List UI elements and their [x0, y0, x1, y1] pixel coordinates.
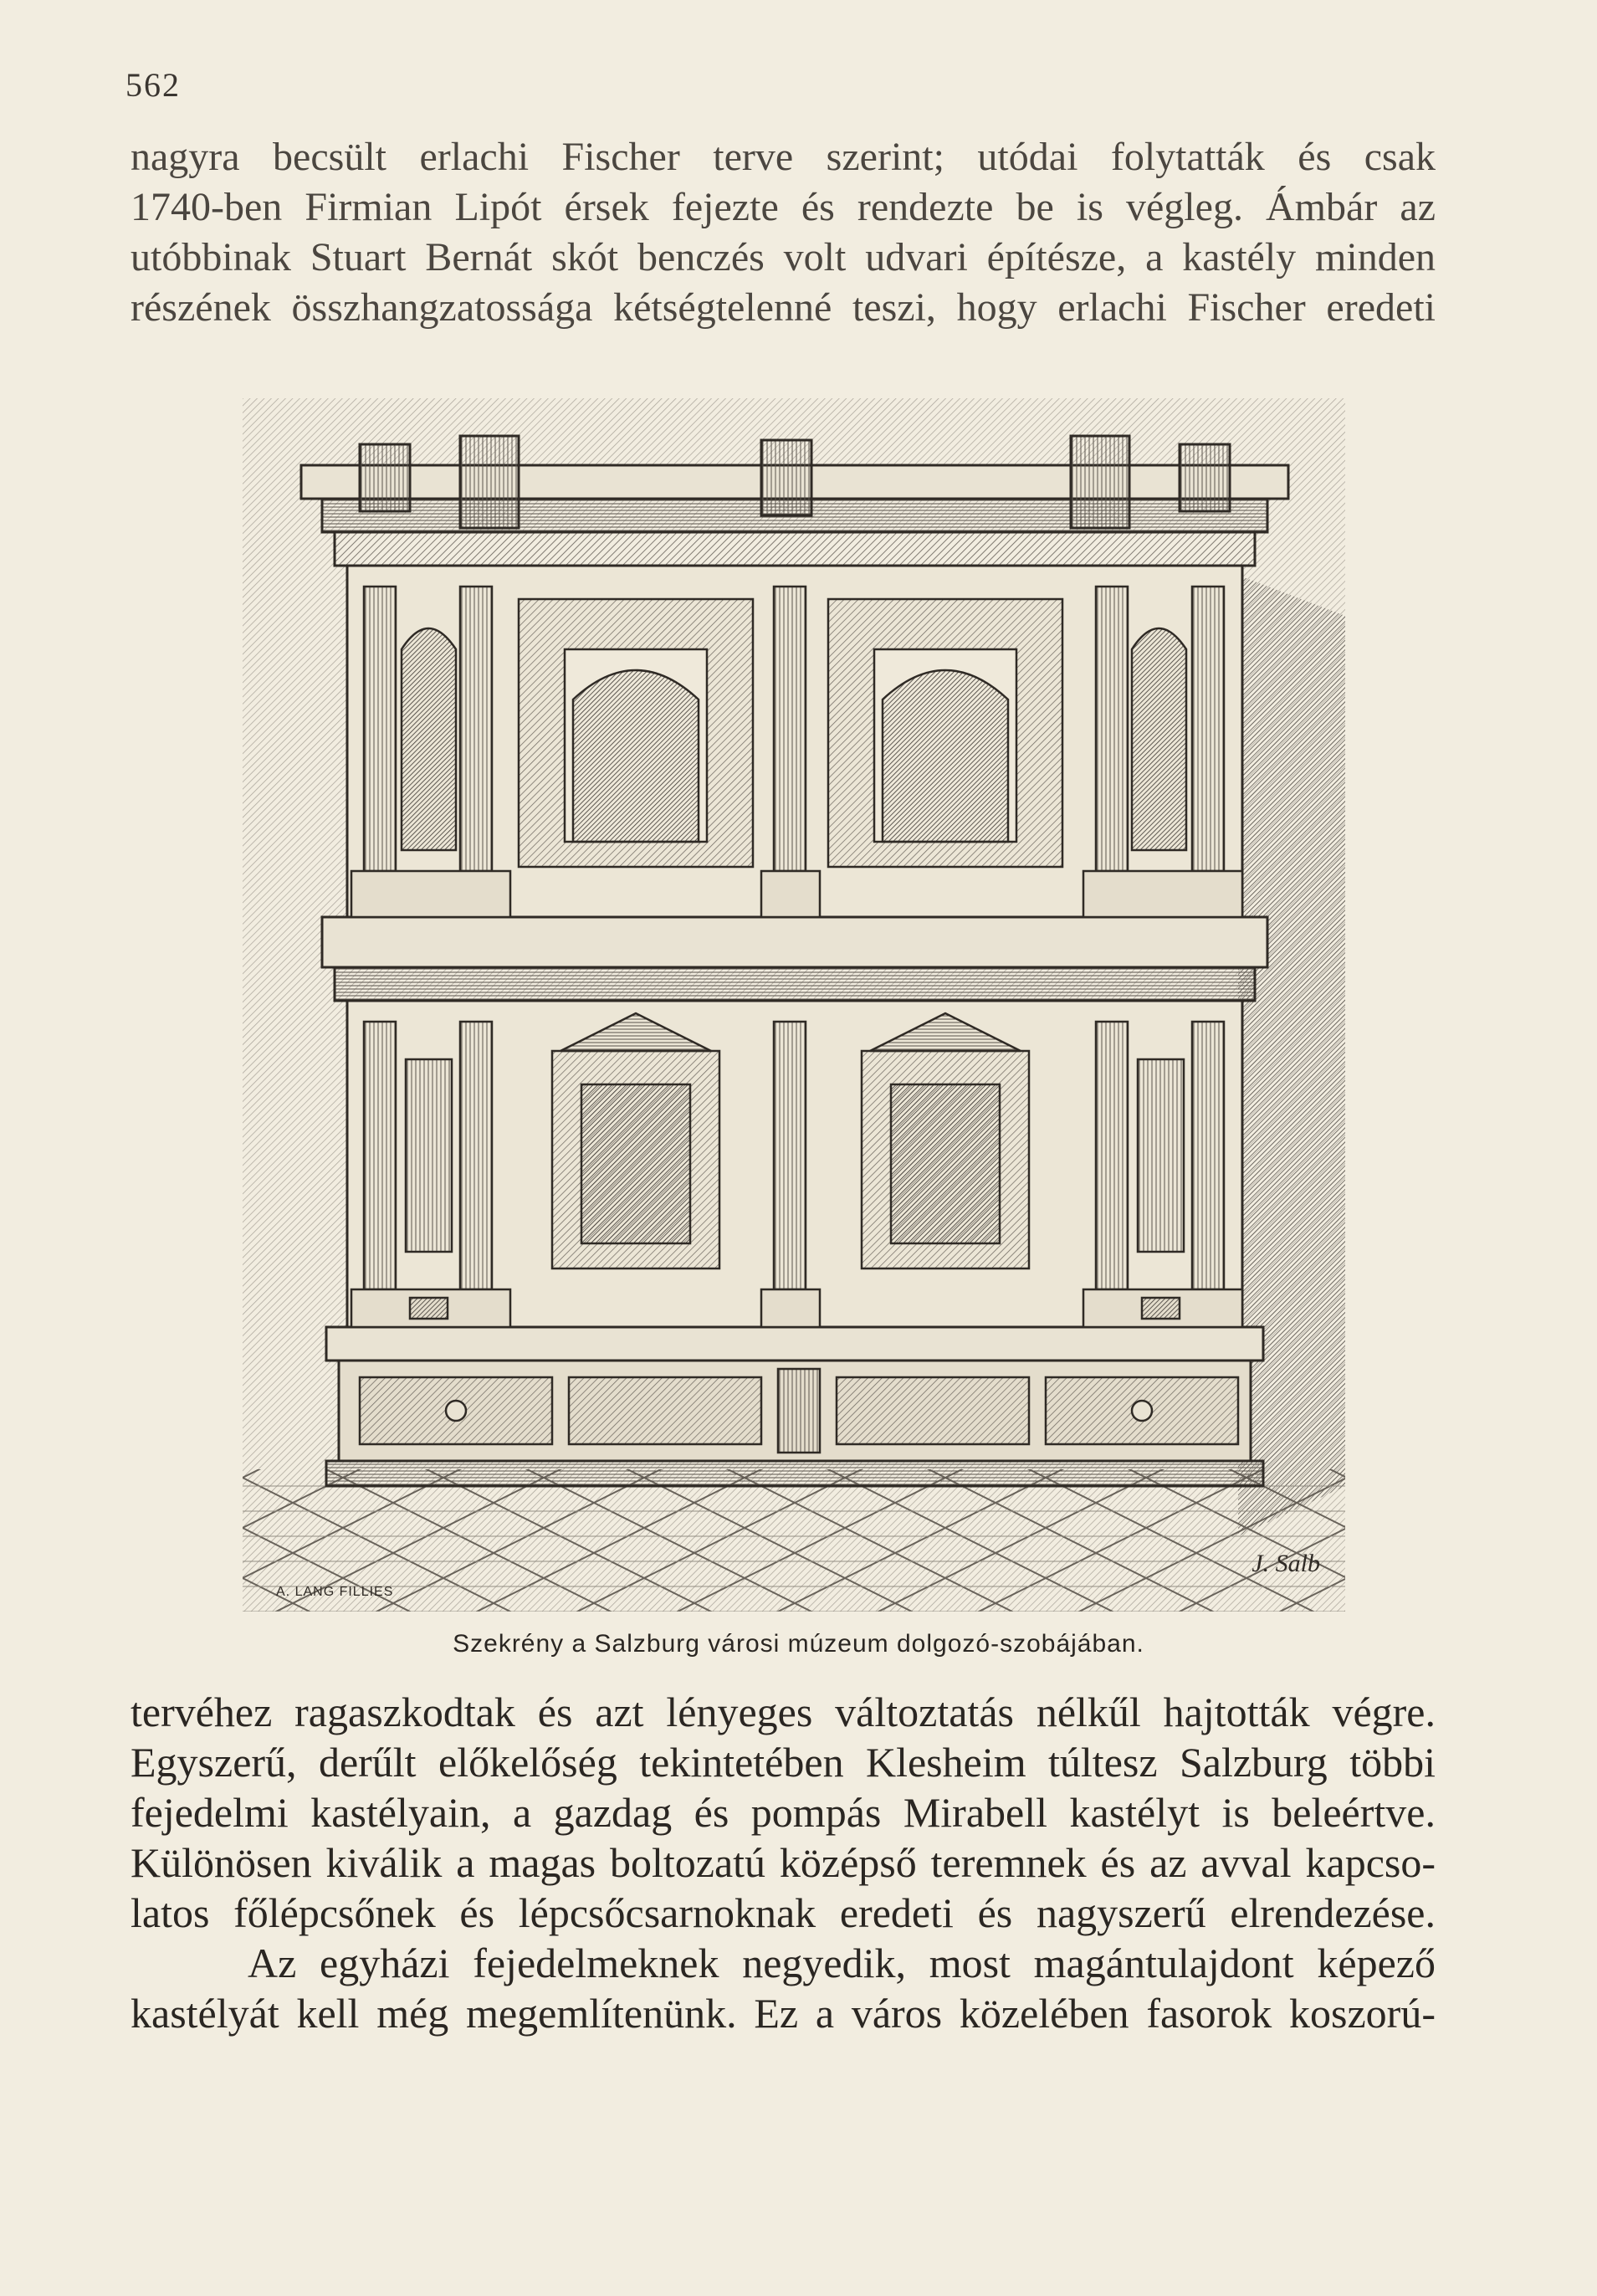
text-line: részének összhangzatossága kétségtelenné teszi, hogy erlachi Fischer eredeti	[131, 285, 1436, 330]
text-line: 1740-ben Firmian Lipót érsek fejezte és rendezte be is végleg. Ámbár az	[131, 185, 1436, 229]
text-line: fejedelmi kastélyain, a gazdag és pompás Mirabell kastélyt is beleértve.	[131, 1789, 1436, 1836]
text-line: Különösen kiválik a magas boltozatú középső teremnek és az avval kapcso-	[131, 1839, 1436, 1886]
text-line: tervéhez ragaszkodtak és azt lényeges változtatás nélkűl hajtották végre.	[131, 1689, 1436, 1735]
last-paragraph	[131, 1938, 1436, 2038]
engraver-mark: A. LANG FILLIES	[276, 1585, 394, 1599]
text-line: latos főlépcsőnek és lépcsőcsarnoknak eredeti és nagyszerű elrendezése.	[131, 1889, 1436, 1936]
bottom-paragraph	[131, 1687, 1436, 1938]
text-line: nagyra becsült erlachi Fischer terve szerint; utódai folytatták és csak	[131, 135, 1436, 179]
engraver-signature: J. Salb	[1251, 1550, 1320, 1577]
cabinet-engraving	[243, 398, 1345, 1612]
text-line: Egyszerű, derűlt előkelőség tekintetében Klesheim túltesz Salzburg többi	[131, 1739, 1436, 1786]
text-line: Az egyházi fejedelmeknek negyedik, most magántulajdont képező	[248, 1940, 1436, 1986]
text-line: utóbbinak Stuart Bernát skót benczés volt udvari építésze, a kastély minden	[131, 235, 1436, 279]
page-number: 562	[125, 66, 181, 104]
figure-caption: Szekrény a Salzburg városi múzeum dolgozó-szobájában.	[453, 1630, 1144, 1658]
top-paragraph	[131, 132, 1436, 333]
text-line: kastélyát kell még megemlítenünk. Ez a város közelében fasorok koszorú-	[131, 1990, 1436, 2037]
